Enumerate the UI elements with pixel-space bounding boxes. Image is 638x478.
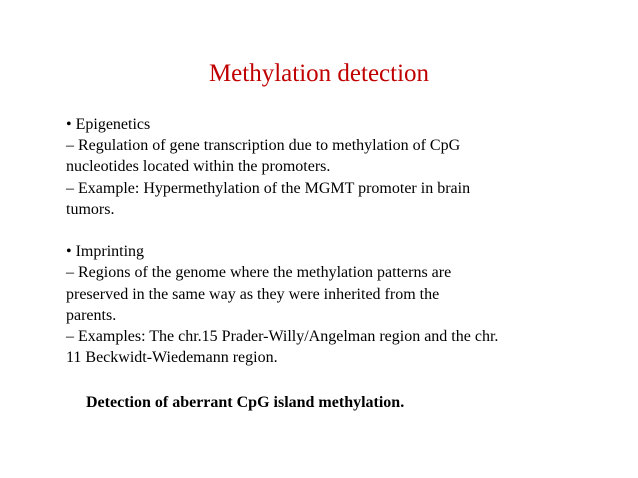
epigenetics-line-1: – Regulation of gene transcription due to methylation of CpG bbox=[66, 137, 461, 155]
epigenetics-line-3: – Example: Hypermethylation of the MGMT promoter in brain bbox=[66, 179, 471, 197]
imprinting-line-2: preserved in the same way as they were inherited from the bbox=[66, 285, 440, 303]
epigenetics-line-4: tumors. bbox=[66, 200, 115, 218]
imprinting-line-3: parents. bbox=[66, 306, 117, 324]
imprinting-line-5: 11 Beckwidt-Wiedemann region. bbox=[66, 349, 278, 367]
imprinting-heading: • Imprinting bbox=[66, 243, 145, 261]
epigenetics-line-2: nucleotides located within the promoters. bbox=[66, 158, 331, 176]
imprinting-line-1: – Regions of the genome where the methylation patterns are bbox=[66, 264, 452, 282]
slide-title: Methylation detection bbox=[208, 60, 430, 87]
epigenetics-heading: • Epigenetics bbox=[66, 116, 151, 133]
slide-body bbox=[66, 114, 626, 368]
conclusion-text: Detection of aberrant CpG island methylation. bbox=[86, 394, 405, 411]
section-spacer bbox=[66, 220, 626, 241]
imprinting-line-4: – Examples: The chr.15 Prader-Willy/Angelman region and the chr. bbox=[66, 327, 499, 345]
